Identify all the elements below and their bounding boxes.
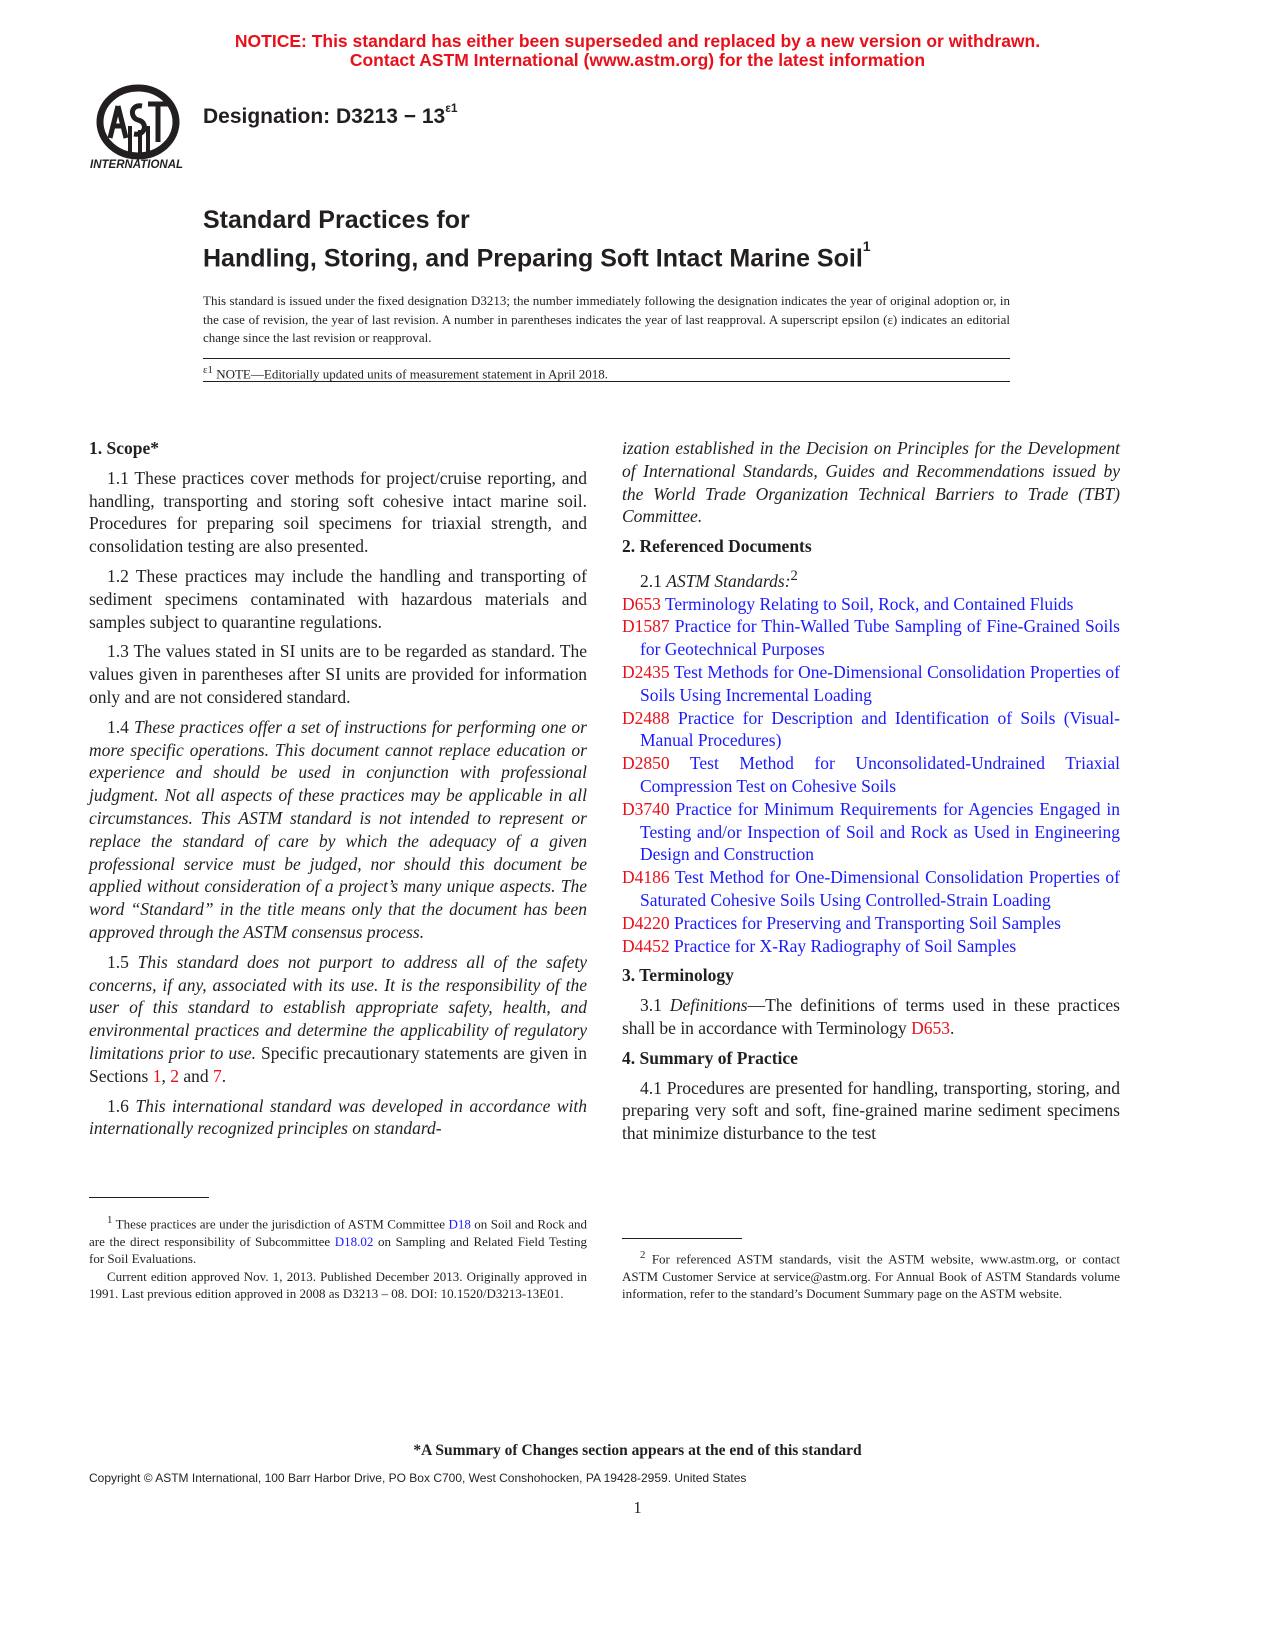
terminology-link[interactable]: D653 xyxy=(911,1017,950,1038)
section-heading-scope: 1. Scope* xyxy=(89,438,159,458)
reference-code[interactable]: D4452 xyxy=(622,935,670,956)
paragraph-text: This standard does not purport to address all of the safety concerns, if any, associated with its use. It is the responsibility of the user of this standard to establish appropriate safety, health, and environmental practices and determine the applicability of regulatory limitations prior to use. xyxy=(89,951,587,1063)
astm-logo xyxy=(90,80,190,176)
footnote-text: For referenced ASTM standards, visit the ASTM website, www.astm.org, or contact ASTM Customer Service at service@astm.org. For xyxy=(622,1251,1120,1284)
reference-code[interactable]: D2435 xyxy=(622,662,670,682)
section-link-7[interactable]: 7 xyxy=(212,1065,222,1086)
paragraph-text: These practices offer a set of instructions for performing one or more specific operations. This document cannot replace education or experience and should be used in conjunction with professional judgment. Not all aspects of these practices may be applicable in all circumstances. This ASTM standard is not intended to represent or replace the standard of care by which the adequacy of a given professional service must be judged, nor should this document be applied without consideration of a project’s many unique aspects. The word “Standard” in the title means only that the document has been approved through the ASTM consensus process. xyxy=(89,716,587,942)
footnote-1-edition: Current edition approved Nov. 1, 2013. Published December 2013. Originally approved in 1991. Last previous edition approved in 2008 as D3213 – 08. DOI: 10.1520/D3213-13E01. xyxy=(89,1268,587,1302)
committee-link[interactable]: D18 xyxy=(448,1216,471,1232)
reference-title[interactable]: Test Method for Unconsolidated-Undrained Triaxial Compression Test on Cohesive Soils xyxy=(640,753,1120,796)
paragraph-number: 2.1 xyxy=(640,570,667,591)
paragraph-4-1: 4.1 Procedures are presented for handling, transporting, storing, and preparing very soft and soft, fine-grained marine sediment specimens that minimize disturbance to the test xyxy=(622,1077,1120,1144)
notice-line-2: Contact ASTM International (www.astm.org) for the latest information xyxy=(349,50,926,70)
conjunction: and xyxy=(178,1065,213,1086)
reference-item[interactable] xyxy=(622,912,1120,935)
divider-bottom xyxy=(203,381,1010,382)
period: . xyxy=(949,1017,955,1038)
footnote-rule-left xyxy=(89,1197,209,1198)
period: . xyxy=(221,1065,227,1086)
footnote-2 xyxy=(622,1247,1120,1303)
reference-title[interactable]: Test Method for One-Dimensional Consolidation Properties of Saturated Cohesive Soils Using Controlled-Strain Loading xyxy=(640,867,1120,910)
paragraph-1-4 xyxy=(89,716,587,944)
section-heading-summary: 4. Summary of Practice xyxy=(622,1047,798,1068)
reference-title[interactable]: Terminology Relating to Soil, Rock, and Contained Fluids xyxy=(660,593,1074,614)
paragraph-text: Specific precautionary statements are given in Sections xyxy=(89,1042,587,1086)
reference-code[interactable]: D1587 xyxy=(622,616,670,637)
reference-title[interactable]: Test Methods for One-Dimensional Consolidation Properties of Soils Using Incremental Loading xyxy=(640,662,1120,705)
reference-item[interactable] xyxy=(622,935,1120,958)
paragraph-number: 3.1 xyxy=(640,995,670,1016)
reference-item[interactable] xyxy=(622,615,1120,661)
editorial-note xyxy=(203,361,608,383)
preamble: This standard is issued under the fixed designation D3213; the number immediately following the designation indicates the year of original adoption or, in the case of revision, the year of last revision. A number in parentheses indicates the year of last reapproval. A superscript epsilon (ε) indicates an editorial change since the last revision or reapproval. xyxy=(203,293,1010,345)
paragraph-3-1 xyxy=(622,994,1120,1040)
paragraph-number: 1.6 xyxy=(107,1095,136,1116)
left-column xyxy=(89,437,587,1147)
reference-title[interactable]: Practice for X-Ray Radiography of Soil Samples xyxy=(669,935,1017,956)
paragraph-number: 1.4 xyxy=(107,716,134,737)
paragraph-1-3: 1.3 The values stated in SI units are to be regarded as standard. The values given in parentheses after SI units are provided for information only and are not considered standard. xyxy=(89,641,587,707)
reference-title[interactable]: Practice for Thin-Walled Tube Sampling of Fine-Grained Soils for Geotechnical Purposes xyxy=(640,616,1120,660)
footnote-text-italic: Annual Book of ASTM Standards xyxy=(896,1268,1077,1284)
reference-item[interactable] xyxy=(622,866,1120,912)
footnote-2-marker: 2 xyxy=(640,1249,646,1261)
designation-label: Designation: D3213 − 13 xyxy=(203,105,446,128)
subcommittee-link[interactable]: D18.02 xyxy=(334,1233,374,1249)
reference-code[interactable]: D2850 xyxy=(622,753,670,774)
notice-line-1: NOTICE: This standard has either been superseded and replaced by a new version or withdrawn. xyxy=(234,31,1041,51)
copyright-line: Copyright © ASTM International, 100 Barr Harbor Drive, PO Box C700, West Conshohocken, PA 19428-2959. United States xyxy=(89,1471,747,1485)
footnote-rule-right xyxy=(622,1238,742,1239)
designation-epsilon: ε1 xyxy=(445,101,458,115)
footnote-text: These practices are under the jurisdiction of ASTM Committee xyxy=(115,1216,449,1232)
paragraph-text: ASTM Standards: xyxy=(666,570,791,591)
right-column xyxy=(622,437,1120,1152)
referenced-standards-list xyxy=(622,593,1120,958)
title-line-1: Standard Practices for xyxy=(203,206,470,234)
document-title xyxy=(203,204,871,274)
section-link-1[interactable]: 1 xyxy=(152,1065,162,1086)
section-heading-referenced-documents: 2. Referenced Documents xyxy=(622,536,812,557)
divider-top xyxy=(203,358,1010,359)
paragraph-text: —The definitions of terms used in these practices shall be in accordance with Terminology xyxy=(622,995,1120,1038)
paragraph-1-1: 1.1 These practices cover methods for project/cruise reporting, and handling, transporting and storing soft cohesive intact marine soil. Procedures for preparing soil specimens for triaxial strength, and consolidation testing are also presented. xyxy=(89,467,587,557)
section-heading-terminology: 3. Terminology xyxy=(622,965,734,986)
reference-title[interactable]: Practices for Preserving and Transporting Soil Samples xyxy=(669,912,1061,933)
paragraph-number: 1.5 xyxy=(107,951,138,972)
footnote-text: on Sampling and Related Field Testing for Soil Evaluations. xyxy=(89,1233,587,1267)
editorial-epsilon: ε1 xyxy=(203,364,213,376)
paragraph-1-6-continued: ization established in the Decision on Principles for the Development of International Standards, Guides and Recommendations issued by the World Trade Organization Technical Barriers to Trade (TBT) Committee. xyxy=(622,438,1120,527)
title-line-2: Handling, Storing, and Preparing Soft Intact Marine Soil xyxy=(203,244,863,273)
reference-code[interactable]: D4220 xyxy=(622,912,670,933)
reference-code[interactable]: D2488 xyxy=(622,707,670,728)
separator: , xyxy=(161,1065,171,1086)
paragraph-2-1 xyxy=(622,565,1120,593)
reference-item[interactable] xyxy=(622,661,1120,707)
footnote-1-marker: 1 xyxy=(107,1214,113,1226)
section-link-2[interactable]: 2 xyxy=(170,1065,179,1086)
paragraph-1-2: 1.2 These practices may include the handling and transporting of sediment specimens contaminated with hazardous materials and samples subject to quarantine regulations. xyxy=(89,565,587,632)
summary-of-changes-note: *A Summary of Changes section appears at the end of this standard xyxy=(413,1442,862,1459)
defined-term: Definitions xyxy=(669,995,748,1016)
footnote-1 xyxy=(89,1212,587,1303)
reference-code[interactable]: D4186 xyxy=(622,867,670,888)
paragraph-1-6 xyxy=(89,1095,587,1141)
withdrawal-notice xyxy=(0,32,1275,70)
reference-item[interactable] xyxy=(622,707,1120,753)
reference-item[interactable] xyxy=(622,593,1120,616)
footnote-text: on Soil and Rock and are the direct responsibility of Subcommittee xyxy=(89,1216,588,1249)
title-footnote-ref: 1 xyxy=(862,238,871,254)
editorial-text: NOTE—Editorially updated units of measurement statement in April 2018. xyxy=(212,366,608,382)
reference-code[interactable]: D3740 xyxy=(622,798,670,819)
paragraph-1-5 xyxy=(89,951,587,1088)
designation xyxy=(203,101,458,129)
reference-item[interactable] xyxy=(622,752,1120,798)
footnote-2-ref: 2 xyxy=(790,567,798,584)
logo-wordmark: INTERNATIONAL xyxy=(90,159,184,171)
reference-code[interactable]: D653 xyxy=(622,593,661,614)
reference-item[interactable] xyxy=(622,798,1120,866)
reference-title[interactable]: Practice for Minimum Requirements for Agencies Engaged in Testing and/or Inspection of Soil and Rock as Used in Engineering Design and Construction xyxy=(640,798,1120,865)
paragraph-text: This international standard was developed in accordance with internationally recognized principles on standard- xyxy=(89,1095,588,1139)
page-number: 1 xyxy=(633,1498,642,1517)
footnote-text: volume information, refer to the standard’s Document Summary page on the ASTM website. xyxy=(622,1268,1120,1302)
reference-title[interactable]: Practice for Description and Identification of Soils (Visual-Manual Procedures) xyxy=(640,707,1120,751)
